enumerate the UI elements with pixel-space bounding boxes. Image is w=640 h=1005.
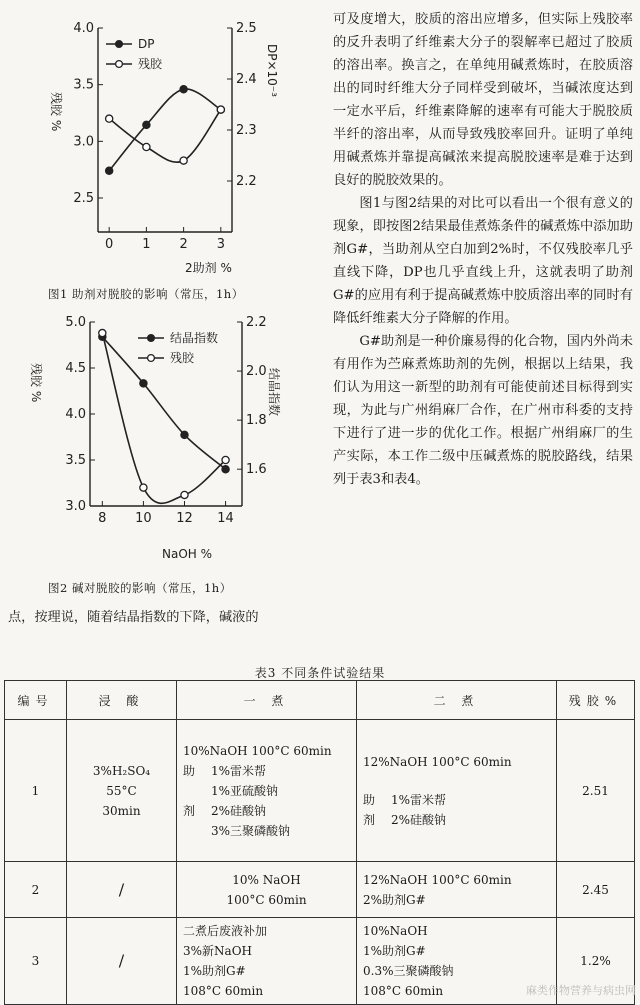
boil-1-line: 108°C 60min [183,984,264,998]
table-header-row [5,681,635,720]
fig1-series-line [109,110,221,163]
fig1-data-point [106,167,113,174]
row-id: 1 [5,720,67,862]
boil-1-cell [177,918,357,1005]
aux-key: 剂 [363,812,376,827]
fig1-x-tick-label: 0 [105,237,114,252]
fig2-y-right-label: 结晶指数 [267,368,281,417]
residual-value: 2.45 [557,862,635,918]
row-id: 3 [5,918,67,1005]
fig2-y-left-label: 残胶 % [29,363,43,403]
figure-1 [40,14,320,276]
fig2-data-point [181,431,188,438]
acid-line: 55°C [106,783,137,798]
results-table [4,680,635,1005]
fig2-y-right-tick-label: 2.2 [246,315,267,330]
fig2-y-left-tick-label: 3.5 [65,453,86,468]
boil-2-main: 12%NaOH 100°C 60min [363,754,512,769]
boil-2-line: 0.3%三聚磷酸钠 [363,964,454,978]
boil-2-line: 12%NaOH 100°C 60min [363,872,512,887]
fig1-x-tick-label: 2 [179,237,188,252]
aux-key: 助 [183,763,196,778]
fig2-x-tick-label: 10 [135,511,152,526]
figure-2-chart [20,308,320,564]
fig2-x-label: NaOH % [162,547,213,561]
boil-1-cell [177,720,357,862]
boil-2-cell [357,720,557,862]
boil-1-line: 1%助剂G# [183,964,246,978]
fig2-data-point [222,466,229,473]
fig1-y-left-tick-label: 3.5 [73,77,94,93]
fig2-series-line [102,337,225,469]
acid-line: 30min [102,803,141,818]
boil-1-main: 10%NaOH 100°C 60min [183,743,332,758]
fig2-x-tick-label: 12 [176,511,193,526]
fig1-legend-label: DP [138,37,155,51]
boil-2-line: 10%NaOH [363,924,428,938]
fig2-data-point [140,380,147,387]
fig1-y-right-tick-label: 2.3 [236,123,257,138]
boil-1-line: 100°C 60min [226,892,307,907]
fig2-legend-marker [148,355,155,362]
fig1-data-point [217,106,224,113]
boil-2-cell [357,862,557,918]
fig2-y-right-tick-label: 2.0 [246,364,267,380]
aux-key [183,821,211,841]
aux-value: 3%三聚磷酸钠 [211,823,291,838]
fig1-y-left-tick-label: 4.0 [73,21,94,36]
fig1-legend-label: 残胶 [138,57,163,71]
fig2-y-left-tick-label: 3.0 [65,499,86,514]
left-column-text: 点，按理说，随着结晶指数的下降，碱液的 [8,610,259,625]
row-id: 2 [5,862,67,918]
table-row [5,862,635,918]
residual-value: 1.2% [557,918,635,1005]
aux-value: 1%亚硫酸钠 [211,783,279,798]
boil-2-line: 1%助剂G# [363,944,426,958]
table-3-title: 表3 不同条件试验结果 [254,666,386,680]
acid-slash: / [67,862,177,918]
fig2-legend-marker [148,335,155,342]
header-boil-2: 二 煮 [357,681,557,720]
acid-slash: / [67,918,177,1005]
fig2-x-tick-label: 8 [98,511,107,526]
fig2-data-point [140,484,147,491]
table-row [5,720,635,862]
fig2-legend-label: 残胶 [170,351,195,365]
acid-line: 3%H₂SO₄ [92,763,151,778]
fig2-data-point [99,329,106,336]
fig2-y-left-tick-label: 5.0 [65,315,86,330]
header-acid: 浸 酸 [67,681,177,720]
watermark: 麻类作物营养与病虫网 [526,984,636,997]
boil-1-line: 二煮后废液补加 [183,924,268,938]
acid-cell [67,720,177,862]
residual-value: 2.51 [557,720,635,862]
boil-2-line: 2%助剂G# [363,892,426,907]
aux-key: 剂 [183,803,196,818]
fig2-legend-label: 结晶指数 [170,331,219,345]
aux-value: 1%雷米帮 [391,792,447,807]
fig2-y-left-tick-label: 4.5 [65,361,86,376]
fig1-legend-marker [116,61,123,68]
aux-key: 助 [363,792,376,807]
fig1-y-left-tick-label: 2.5 [73,191,94,206]
fig1-x-tick-label: 1 [142,237,151,252]
fig1-data-point [106,115,113,122]
fig1-y-right-tick-label: 2.4 [236,72,257,87]
header-id: 编号 [5,681,67,720]
right-column-paragraph-1: 可及度增大，胶质的溶出应增多，但实际上残胶率的反升表明了纤维素大分子的裂解率已超过了胶质的溶出率。换言之，在单纯用碱煮炼时，在胶质溶出的同时纤维大分子同样受到破坏，当碱浓度达到一定水平后，纤维素降解的速率有可能大于脱胶质半纤的溶出率，从而导致残胶率回升。证明了单纯用碱煮炼并靠提高碱浓来提高脱胶速率是难于达到良好的脱胶效果的。 [333,12,633,188]
figure-2-caption: 图2 碱对脱胶的影响（常压，1h） [48,581,232,595]
boil-2-line: 108°C 60min [363,984,444,998]
fig1-y-right-tick-label: 2.5 [236,21,257,36]
fig2-y-left-tick-label: 4.0 [65,407,86,422]
fig2-data-point [181,491,188,498]
boil-1-cell [177,862,357,918]
fig1-y-right-label: DP×10⁻³ [265,44,279,97]
fig1-x-label: 2助剂 % [185,261,232,275]
fig1-data-point [180,86,187,93]
fig1-data-point [180,157,187,164]
fig1-y-left-label: 残胶 % [49,92,63,132]
fig2-x-tick-label: 14 [217,511,234,526]
fig1-legend-marker [116,41,123,48]
aux-value: 2%硅酸钠 [391,812,447,827]
fig1-data-point [143,143,150,150]
fig2-data-point [222,456,229,463]
figure-1-chart [40,14,320,276]
figure-2 [20,308,320,564]
fig1-data-point [143,121,150,128]
fig1-y-left-tick-label: 3.0 [73,134,94,150]
fig1-x-tick-label: 3 [216,237,225,252]
fig1-y-right-tick-label: 2.2 [236,174,257,189]
right-column [333,8,633,491]
header-boil-1: 一 煮 [177,681,357,720]
aux-value: 2%硅酸钠 [211,803,267,818]
fig2-y-right-tick-label: 1.6 [246,462,267,478]
right-column-paragraph-3: G#助剂是一种价廉易得的化合物，国内外尚未有用作为苎麻煮炼助剂的先例，根据以上结果，我们认为用这一新型的助剂有可能使前述目标得到实现，为此与广州绢麻厂合作，在广州市科委的支持下进行了进一步的优化工作。根据广州绢麻厂的生产实际，本工作二级中压碱煮炼的脱胶路线，结果列于表3和表4。 [333,334,633,487]
aux-key [183,781,211,801]
right-column-paragraph-2: 图1与图2结果的对比可以看出一个很有意义的现象，即按图2结果最佳煮炼条件的碱煮炼中添加助剂G#，当助剂从空白加到2%时，不仅残胶率几乎直线下降，DP也几乎直线上升，这就表明了助剂G#的应用有利于提高碱煮炼中胶质溶出率的同时有降低纤维素大分子降解的作用。 [333,196,633,326]
aux-value: 1%雷米帮 [211,763,267,778]
boil-1-line: 3%新NaOH [183,944,252,958]
header-residual: 残胶% [557,681,635,720]
figure-1-caption: 图1 助剂对脱胶的影响（常压，1h） [48,287,244,301]
fig2-y-right-tick-label: 1.8 [246,413,267,429]
boil-1-line: 10% NaOH [232,872,301,887]
